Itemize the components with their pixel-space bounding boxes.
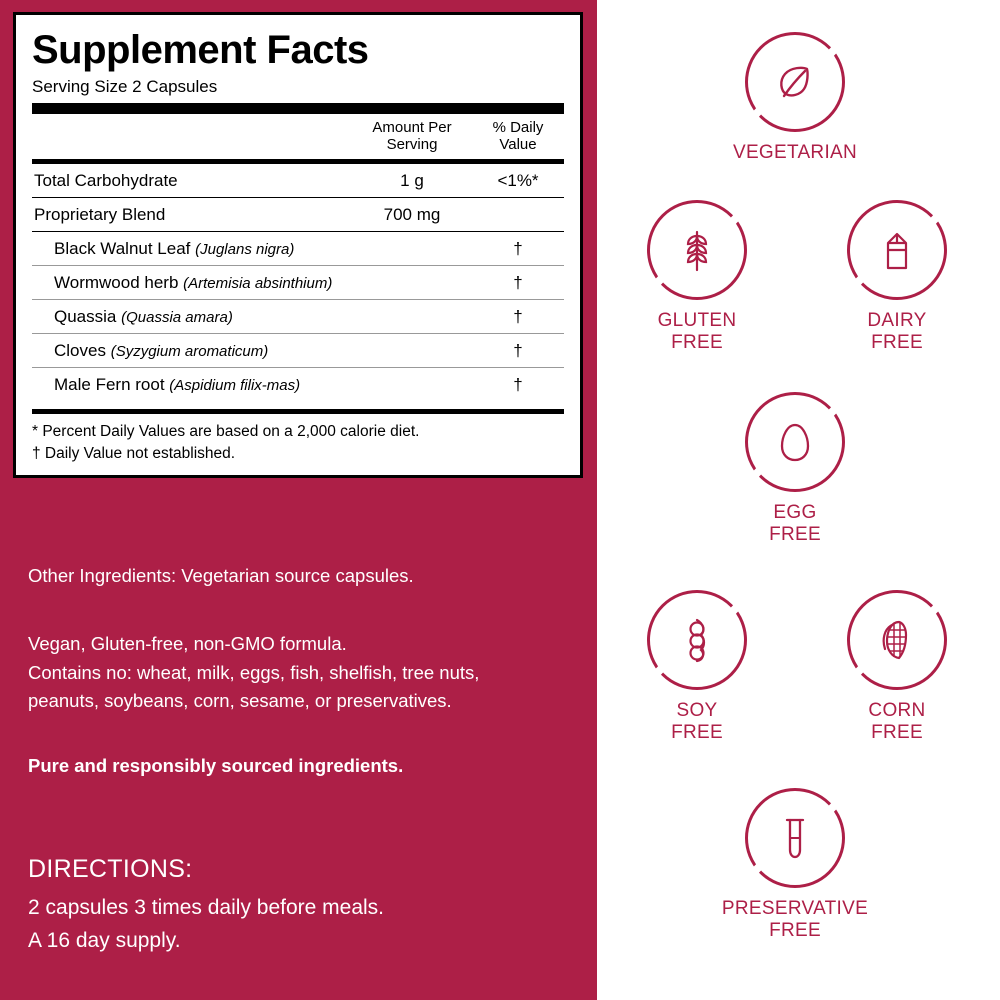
supplement-facts-panel xyxy=(13,12,583,478)
pure-sourcing-statement: Pure and responsibly sourced ingredients. xyxy=(28,755,404,776)
row-daily-value: <1%* xyxy=(497,170,539,190)
row-amount xyxy=(352,300,472,333)
badge-ring xyxy=(847,200,947,300)
badge-ring xyxy=(745,788,845,888)
footnote-percent-daily-value: * Percent Daily Values are based on a 2,000 calorie diet. xyxy=(32,422,420,440)
row-amount xyxy=(352,232,472,265)
blend-ingredient-rows xyxy=(32,334,564,367)
row-label: Cloves (Syzygium aromaticum) xyxy=(54,340,269,360)
row-amount: 700 mg xyxy=(383,204,441,224)
table-row xyxy=(32,198,564,231)
badge-dairy-free xyxy=(812,200,982,355)
column-header-amount: Amount Per Serving xyxy=(372,119,452,154)
badge-vegetarian xyxy=(710,32,880,164)
badge-label: PRESERVATIVE FREE xyxy=(721,898,869,942)
divider-thick-top xyxy=(32,103,564,114)
blend-ingredient-rows xyxy=(32,300,564,333)
row-daily-value: † xyxy=(513,306,523,326)
claims-block xyxy=(28,630,573,716)
row-label: Male Fern root (Aspidium filix-mas) xyxy=(54,374,301,394)
milk-carton-icon xyxy=(877,226,917,274)
row-label: Proprietary Blend xyxy=(34,204,166,224)
other-ingredients-text: Other Ingredients: Vegetarian source capsules. xyxy=(28,565,414,586)
blend-ingredient-rows xyxy=(32,266,564,299)
badge-ring xyxy=(847,590,947,690)
row-label: Black Walnut Leaf (Juglans nigra) xyxy=(54,238,295,258)
row-latin-name: (Juglans nigra) xyxy=(195,240,295,258)
row-label: Quassia (Quassia amara) xyxy=(54,306,233,326)
claims-line-1: Vegan, Gluten-free, non-GMO formula. xyxy=(28,633,347,654)
directions-line-2: A 16 day supply. xyxy=(28,928,181,952)
row-amount: 1 g xyxy=(400,170,424,190)
row-label: Wormwood herb (Artemisia absinthium) xyxy=(54,272,333,292)
badge-label: EGG FREE xyxy=(769,502,821,546)
claims-line-3: peanuts, soybeans, corn, sesame, or preservatives. xyxy=(28,690,452,712)
row-latin-name: (Artemisia absinthium) xyxy=(183,274,333,292)
wheat-icon xyxy=(675,226,719,274)
table-row xyxy=(32,164,564,197)
leaf-icon xyxy=(773,60,817,104)
table-row xyxy=(32,300,564,333)
directions-title: DIRECTIONS: xyxy=(28,855,193,883)
row-label: Total Carbohydrate xyxy=(34,170,178,190)
table-row xyxy=(32,368,564,401)
badge-label: SOY FREE xyxy=(671,700,723,744)
blend-ingredient-rows xyxy=(32,232,564,265)
row-latin-name: (Syzygium aromaticum) xyxy=(110,342,269,360)
row-daily-value: † xyxy=(513,272,523,292)
badge-ring xyxy=(647,590,747,690)
table-row xyxy=(32,334,564,367)
row-amount xyxy=(352,266,472,299)
footnotes xyxy=(32,414,564,466)
badge-gluten-free xyxy=(612,200,782,355)
badge-soy-free xyxy=(612,590,782,745)
badge-egg-free xyxy=(710,392,880,547)
table-row xyxy=(32,232,564,265)
directions-body xyxy=(28,892,568,957)
row-latin-name: (Quassia amara) xyxy=(121,308,233,326)
table-row xyxy=(32,266,564,299)
supplement-facts-table xyxy=(32,114,564,159)
row-daily-value: † xyxy=(513,238,523,258)
serving-size-text: Serving Size 2 Capsules xyxy=(32,77,218,96)
row-daily-value xyxy=(472,198,564,231)
badge-label: DAIRY FREE xyxy=(867,310,927,354)
badge-preservative-free xyxy=(710,788,880,943)
proprietary-blend-rows xyxy=(32,198,564,231)
column-header-daily-value: % Daily Value xyxy=(492,119,544,154)
test-tube-icon xyxy=(778,814,812,862)
row-latin-name: (Aspidium filix-mas) xyxy=(169,376,301,394)
badge-ring xyxy=(647,200,747,300)
badge-label: VEGETARIAN xyxy=(732,142,858,163)
corn-icon xyxy=(875,616,919,664)
blend-ingredient-rows xyxy=(32,368,564,401)
badge-corn-free xyxy=(812,590,982,745)
row-daily-value: † xyxy=(513,340,523,360)
row-amount xyxy=(352,334,472,367)
badge-ring xyxy=(745,32,845,132)
nutrient-rows xyxy=(32,164,564,197)
egg-icon xyxy=(775,418,815,466)
table-header-row xyxy=(32,114,564,159)
row-daily-value: † xyxy=(513,374,523,394)
badge-label: GLUTEN FREE xyxy=(657,310,737,354)
badge-ring xyxy=(745,392,845,492)
claims-line-2: Contains no: wheat, milk, eggs, fish, shelfish, tree nuts, xyxy=(28,661,480,683)
supplement-facts-title: Supplement Facts xyxy=(32,28,369,72)
directions-line-1: 2 capsules 3 times daily before meals. xyxy=(28,896,385,919)
soybean-icon xyxy=(677,615,717,665)
footnote-dagger: † Daily Value not established. xyxy=(32,444,236,462)
badge-label: CORN FREE xyxy=(868,700,926,744)
certification-badges xyxy=(597,0,1000,1000)
row-amount xyxy=(352,368,472,401)
